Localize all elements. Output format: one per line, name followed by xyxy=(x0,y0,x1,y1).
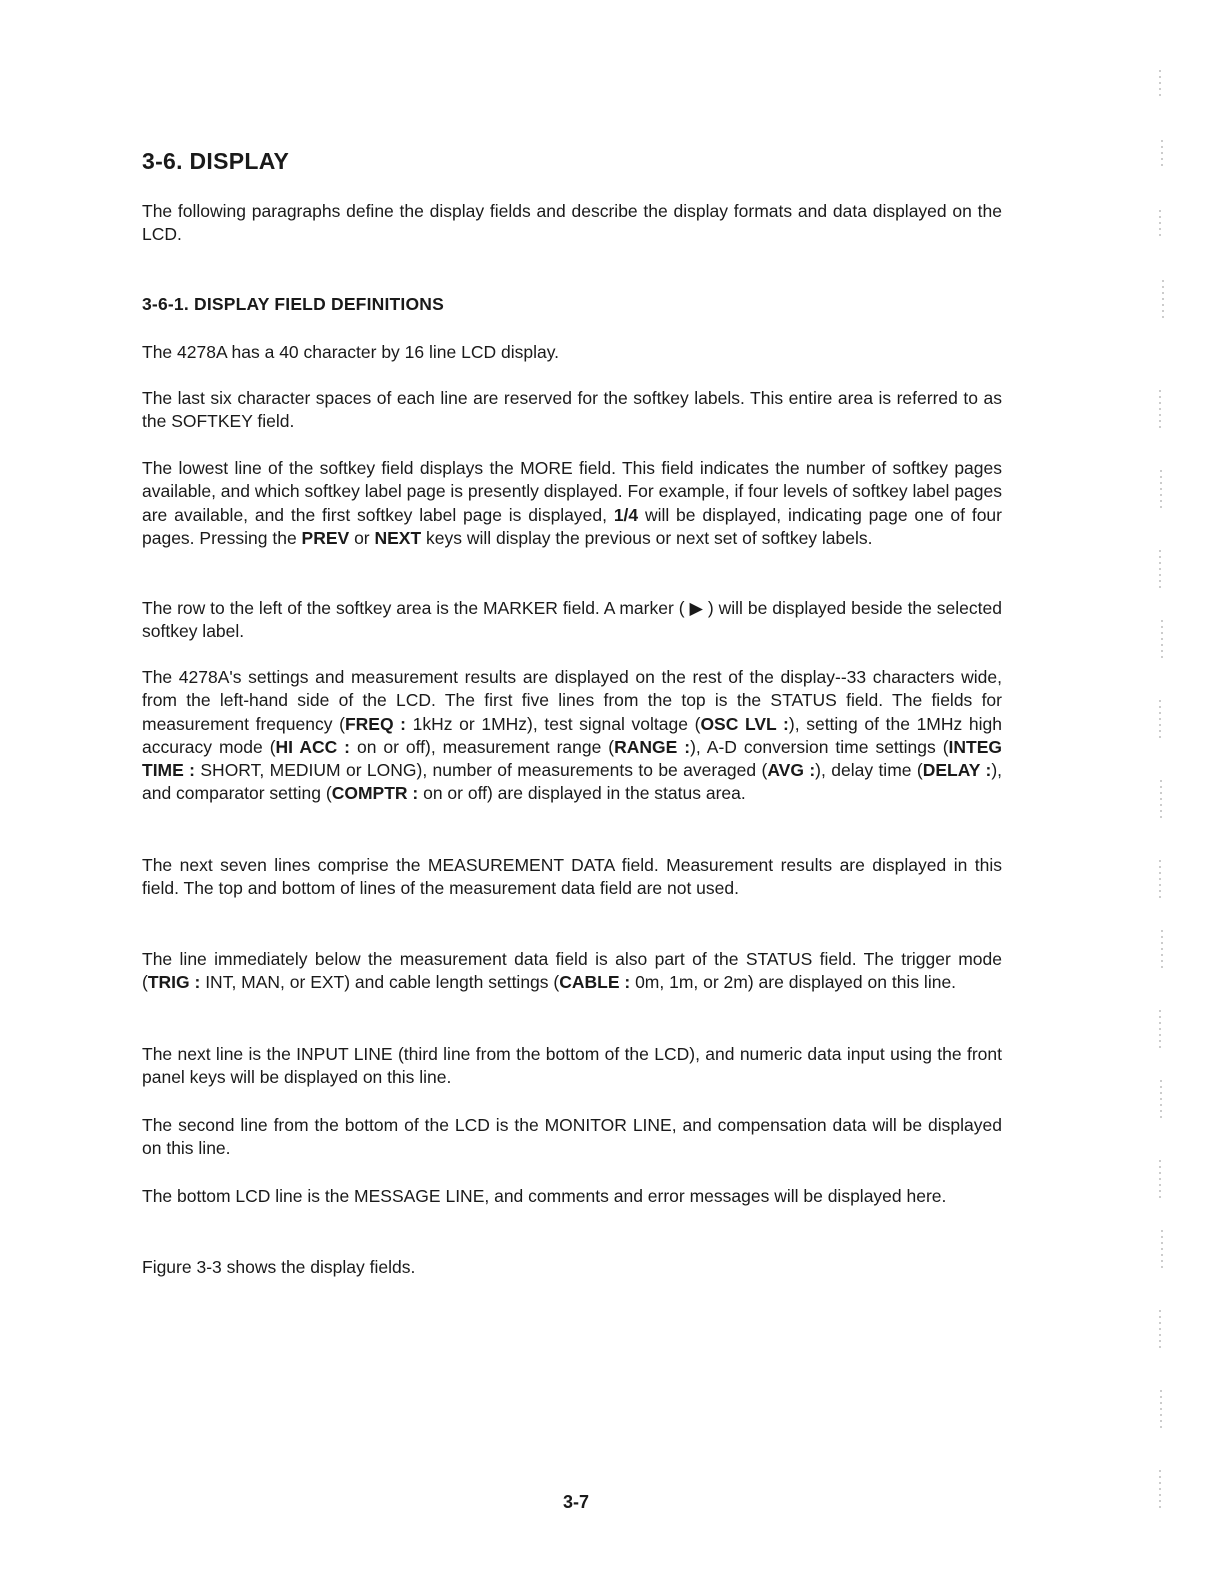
intro-paragraph: The following paragraphs define the display fields and describe the display formats and data displayed on the LCD. xyxy=(142,201,1002,245)
marker-paragraph: The row to the left of the softkey area is the MARKER field. A marker ( ▶ ) will be displayed beside the selected softkey label. xyxy=(142,598,1002,642)
page-number: 3-7 xyxy=(562,1492,589,1512)
measurement-data-paragraph: The next seven lines comprise the MEASUREMENT DATA field. Measurement results are displayed in this field. The top and bottom of lines of the measurement data field are not used. xyxy=(142,855,1002,899)
figure-reference-paragraph: Figure 3-3 shows the display fields. xyxy=(142,1257,416,1277)
input-line-paragraph: The next line is the INPUT LINE (third line from the bottom of the LCD), and numeric data input using the front panel keys will be displayed on this line. xyxy=(142,1044,1002,1088)
scan-edge-marks xyxy=(1130,60,1190,1560)
section-title: 3-6. DISPLAY xyxy=(142,148,290,174)
more-field-paragraph: The lowest line of the softkey field displays the MORE field. This field indicates the number of softkey pages available, and which softkey label page is presently displayed. For example, if four levels of softkey label pages are available, and the first softkey label page is displayed, 1/4 will be displayed, indicating page one of four pages. Pressing the PREV or NEXT keys will display the previous or next set of softkey labels. xyxy=(142,458,1002,548)
subsection-title: 3-6-1. DISPLAY FIELD DEFINITIONS xyxy=(142,294,445,314)
monitor-line-paragraph: The second line from the bottom of the LCD is the MONITOR LINE, and compensation data will be displayed on this line. xyxy=(142,1115,1002,1159)
status-field-paragraph: The 4278A's settings and measurement results are displayed on the rest of the display--33 characters wide, from the left-hand side of the LCD. The first five lines from the top is the STATUS field. The fields for measurement frequency (FREQ : 1kHz or 1MHz), test signal voltage (OSC LVL :), setting of the 1MHz high accuracy mode (HI ACC : on or off), measurement range (RANGE :), A-D conversion time settings (INTEG TIME : SHORT, MEDIUM or LONG), number of measurements to be averaged (AVG :), delay time (DELAY :), and comparator setting (COMPTR : on or off) are displayed in the status area. xyxy=(142,667,1003,804)
softkey-paragraph: The last six character spaces of each line are reserved for the softkey labels. This entire area is referred to as the SOFTKEY field. xyxy=(142,388,1002,432)
message-line-paragraph: The bottom LCD line is the MESSAGE LINE, and comments and error messages will be displayed here. xyxy=(142,1186,947,1206)
trigger-paragraph: The line immediately below the measurement data field is also part of the STATUS field. The trigger mode (TRIG : INT, MAN, or EXT) and cable length settings (CABLE : 0m, 1m, or 2m) are displayed on this line. xyxy=(142,949,1002,993)
lcd-paragraph: The 4278A has a 40 character by 16 line LCD display. xyxy=(142,342,560,362)
